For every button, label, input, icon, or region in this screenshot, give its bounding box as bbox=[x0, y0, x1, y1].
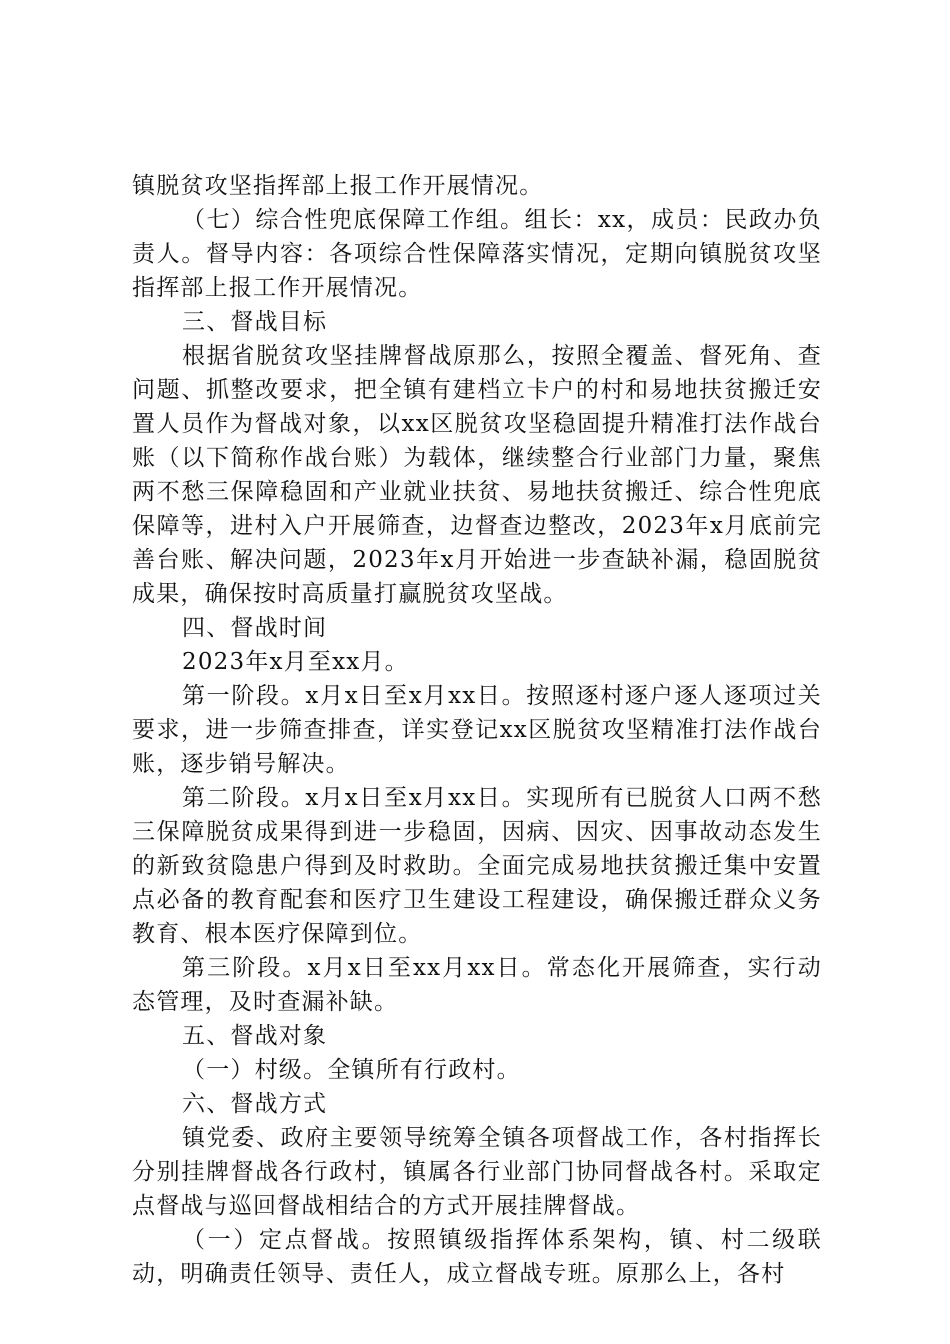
section-heading-3: 三、督战目标 bbox=[182, 309, 328, 335]
section-heading-5: 五、督战对象 bbox=[182, 1023, 328, 1049]
paragraph-6: 2023年x月至xx月。 bbox=[182, 649, 409, 675]
paragraph-1: 镇脱贫攻坚指挥部上报工作开展情况。 bbox=[132, 173, 544, 199]
paragraph-8: 第二阶段。x月x日至x月xx日。实现所有已脱贫人口两不愁三保障脱贫成果得到进一步稳固，因病、因灾、因事故动态发生的新致贫隐患户得到及时救助。全面完成易地扶贫搬迁集中安置点必备的教育配套和医疗卫生建设工程建设，确保搬迁群众义务教育、根本医疗保障到位。 bbox=[132, 785, 822, 947]
paragraph-11: （一）村级。全镇所有行政村。 bbox=[182, 1057, 521, 1083]
paragraph-9: 第三阶段。x月x日至xx月xx日。常态化开展筛查，实行动态管理，及时查漏补缺。 bbox=[132, 955, 822, 1015]
document-body bbox=[132, 169, 822, 1291]
paragraph-13: 镇党委、政府主要领导统筹全镇各项督战工作，各村指挥长分别挂牌督战各行政村，镇属各行业部门协同督战各村。采取定点督战与巡回督战相结合的方式开展挂牌督战。 bbox=[132, 1125, 822, 1219]
section-heading-6: 六、督战方式 bbox=[182, 1091, 328, 1117]
paragraph-2: （七）综合性兜底保障工作组。组长：xx，成员：民政办负责人。督导内容：各项综合性保障落实情况，定期向镇脱贫攻坚指挥部上报工作开展情况。 bbox=[132, 207, 822, 301]
section-heading-4: 四、督战时间 bbox=[182, 615, 328, 641]
paragraph-4: 根据省脱贫攻坚挂牌督战原那么，按照全覆盖、督死角、查问题、抓整改要求，把全镇有建档立卡户的村和易地扶贫搬迁安置人员作为督战对象，以xx区脱贫攻坚稳固提升精准打法作战台账（以下简称作战台账）为载体，继续整合行业部门力量，聚焦两不愁三保障稳固和产业就业扶贫、易地扶贫搬迁、综合性兜底保障等，进村入户开展筛查，边督查边整改，2023年x月底前完善台账、解决问题，2023年x月开始进一步查缺补漏，稳固脱贫成果，确保按时高质量打赢脱贫攻坚战。 bbox=[132, 343, 822, 607]
paragraph-14: （一）定点督战。按照镇级指挥体系架构，镇、村二级联动，明确责任领导、责任人，成立督战专班。原那么上，各村 bbox=[132, 1227, 822, 1287]
paragraph-7: 第一阶段。x月x日至x月xx日。按照逐村逐户逐人逐项过关要求，进一步筛查排查，详实登记xx区脱贫攻坚精准打法作战台账，逐步销号解决。 bbox=[132, 683, 822, 777]
